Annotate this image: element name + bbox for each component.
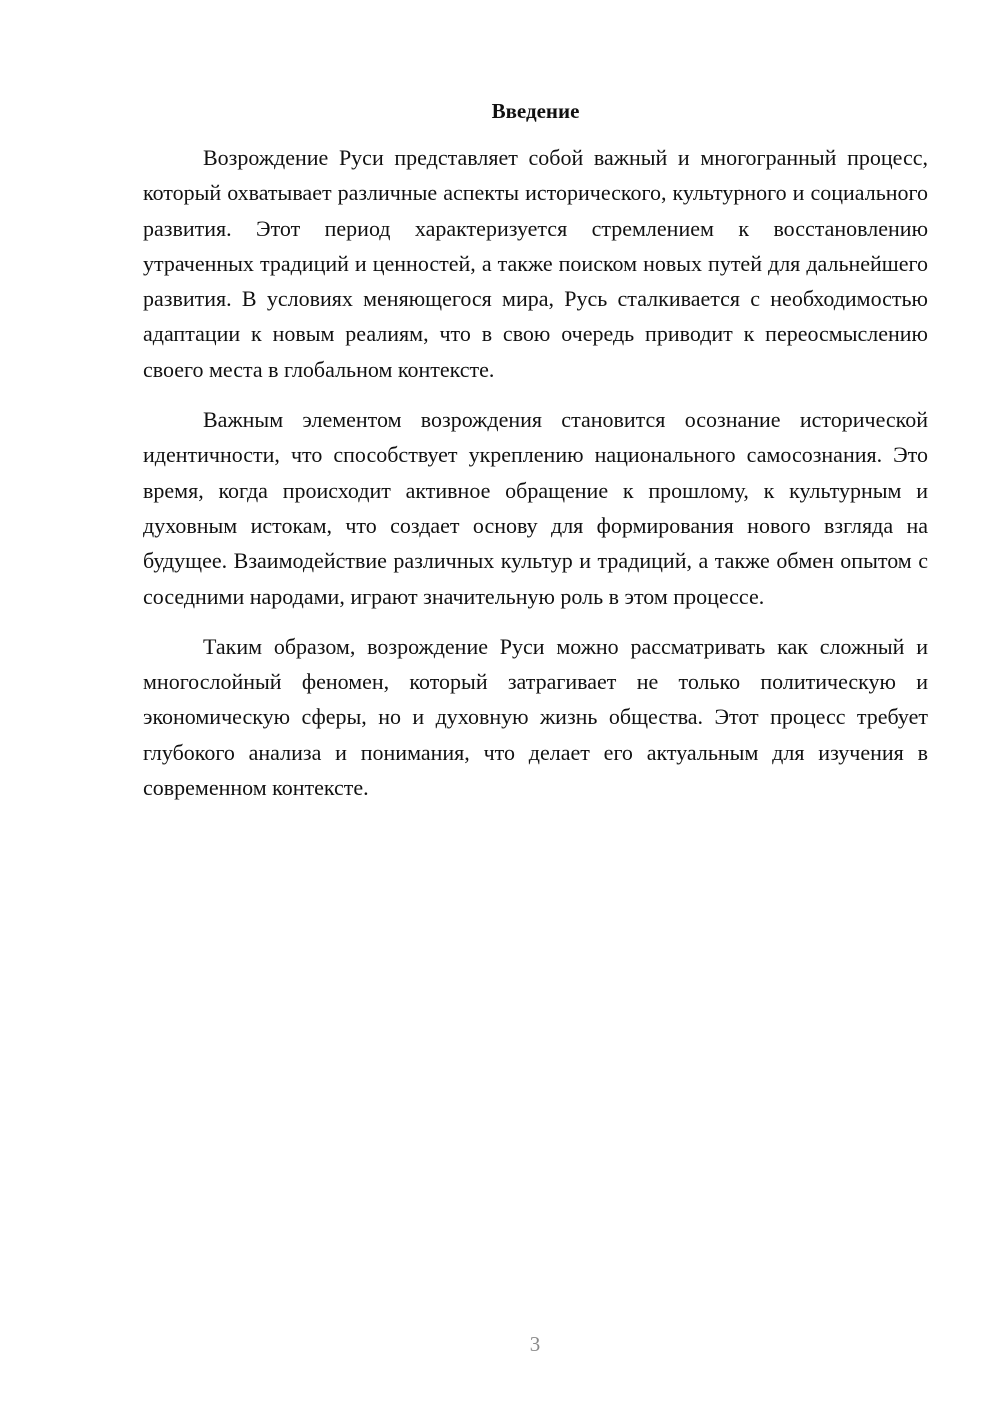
page-number: 3 xyxy=(529,1332,541,1356)
paragraph-3: Таким образом, возрождение Руси можно рассматривать как сложный и многослойный феномен, который затрагивает не только политическую и экономическую сферы, но и духовную жизнь общества. Этот процесс требует глубокого анализа и понимания, что делает его актуальным для изучения в современном контексте. xyxy=(143,633,928,801)
paragraph-2: Важным элементом возрождения становится осознание исторической идентичности, что способствует укреплению национального самосознания. Это время, когда происходит активное обращение к прошлому, к культурным и духовным истокам, что создает основу для формирования нового взгляда на будущее. Взаимодействие различных культур и традиций, а также обмен опытом с соседними народами, играют значительную роль в этом процессе. xyxy=(143,407,928,609)
paragraph-1: Возрождение Руси представляет собой важный и многогранный процесс, который охватывает различные аспекты исторического, культурного и социального развития. Этот период характеризуется стремлением к восстановлению утраченных традиций и ценностей, а также поиском новых путей для дальнейшего развития. В условиях меняющегося мира, Русь сталкивается с необходимостью адаптации к новым реалиям, что в свою очередь приводит к переосмыслению своего места в глобальном контексте. xyxy=(143,145,928,382)
section-title: Введение xyxy=(491,99,580,123)
page-content xyxy=(143,96,928,820)
